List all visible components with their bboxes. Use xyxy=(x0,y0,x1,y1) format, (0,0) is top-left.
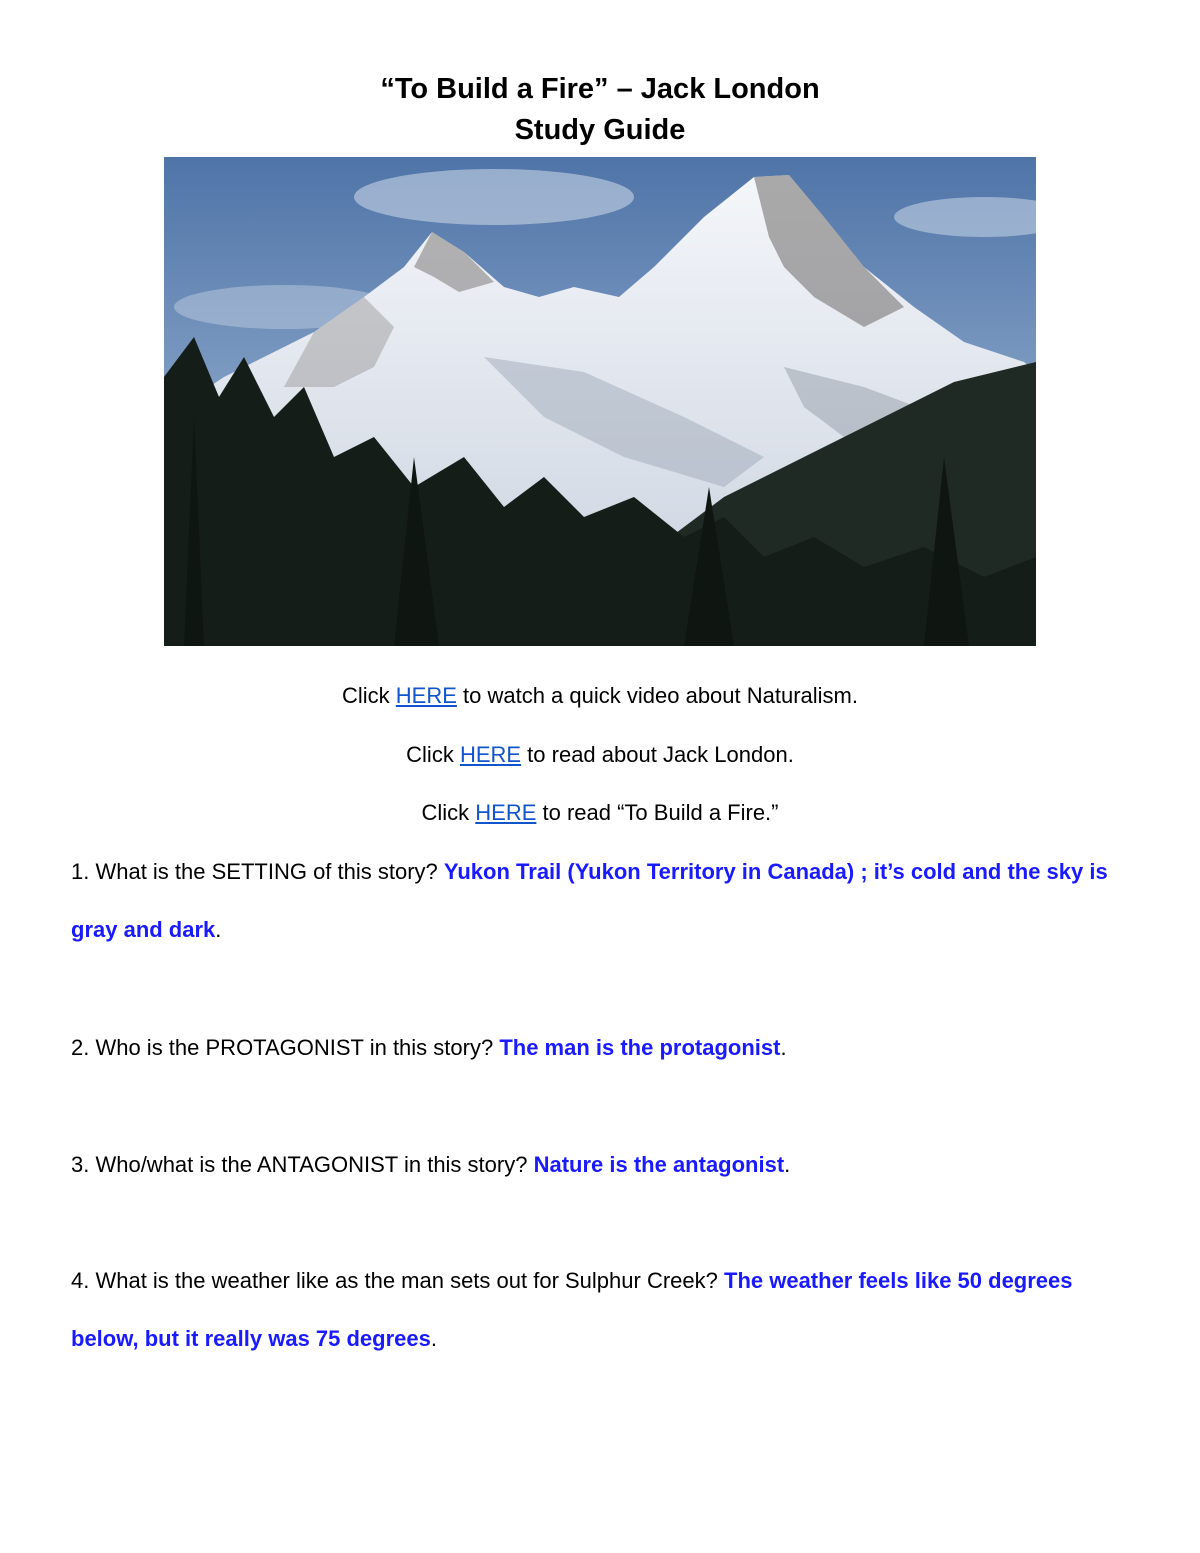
question-text: 2. Who is the PROTAGONIST in this story? xyxy=(71,1035,500,1060)
question-text: 3. Who/what is the ANTAGONIST in this story? xyxy=(71,1152,534,1177)
question-end: . xyxy=(215,917,222,942)
link-line-suffix: to read about Jack London. xyxy=(521,742,794,767)
document-subtitle: Study Guide xyxy=(514,114,686,146)
story-text-link[interactable]: HERE xyxy=(475,800,537,825)
answer-text: The man is the protagonist xyxy=(499,1035,781,1060)
snowy-mountain-photo xyxy=(164,157,1036,646)
answer-text: Nature is the antagonist xyxy=(533,1152,785,1177)
document-title: “To Build a Fire” – Jack London xyxy=(380,73,820,105)
question-2 xyxy=(71,1019,1141,1077)
naturalism-video-link[interactable]: HERE xyxy=(395,683,457,708)
link-line-prefix: Click xyxy=(342,683,396,708)
story-text-line xyxy=(0,802,1200,824)
link-line-suffix: to watch a quick video about Naturalism. xyxy=(456,683,858,708)
question-4 xyxy=(71,1252,1141,1368)
jack-london-line xyxy=(0,744,1200,766)
link-line-prefix: Click xyxy=(406,742,460,767)
question-3 xyxy=(71,1136,1141,1194)
link-line-prefix: Click xyxy=(421,800,476,825)
jack-london-link[interactable]: HERE xyxy=(459,742,522,767)
answer-text: The weather feels like 50 degrees below, but it really was 75 degrees xyxy=(71,1268,1073,1351)
question-end: . xyxy=(430,1326,437,1351)
answer-text: Yukon Trail (Yukon Territory in Canada) ; it’s cold and the sky is gray and dark xyxy=(71,859,1108,942)
naturalism-video-line xyxy=(0,685,1200,707)
mountain-illustration xyxy=(164,157,1036,646)
link-line-suffix: to read “To Build a Fire.” xyxy=(536,800,779,825)
question-1 xyxy=(71,843,1141,959)
question-text: 4. What is the weather like as the man sets out for Sulphur Creek? xyxy=(71,1268,724,1293)
question-text: 1. What is the SETTING of this story? xyxy=(71,859,444,884)
question-end: . xyxy=(780,1035,787,1060)
question-end: . xyxy=(784,1152,791,1177)
